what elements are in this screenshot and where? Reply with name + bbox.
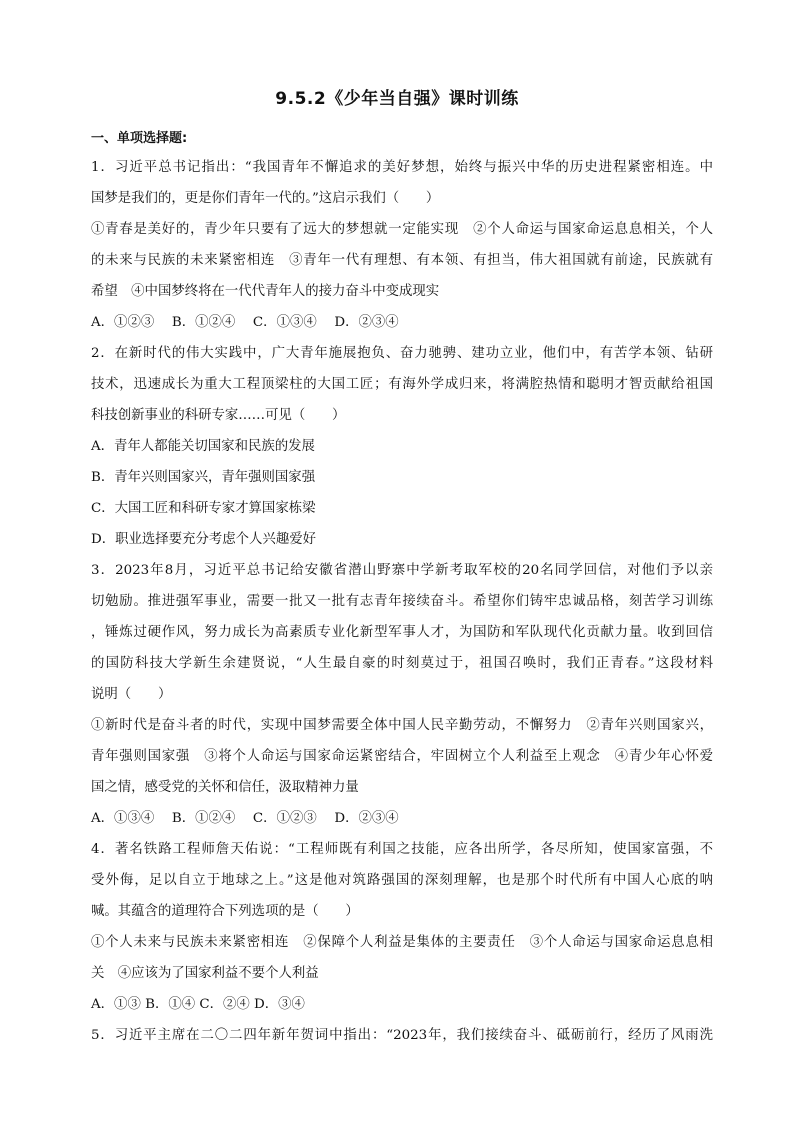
text-line: 国梦是我们的，更是你们青年一代的。”这启示我们（ ） — [91, 191, 440, 206]
answer-option: C．大国工匠和科研专家才算国家栋梁 — [91, 501, 316, 516]
text-line: 的国防科技大学新生余建贤说，“人生最自豪的时刻莫过于，祖国召唤时，我们正青春。”这段材料 — [91, 656, 713, 671]
answer-option: A．青年人都能关切国家和民族的发展 — [91, 439, 315, 454]
text-line: 青年强则国家强 ③将个人命运与国家命运紧密结合，牢固树立个人利益至上观念 ④青少年心怀爱 — [91, 749, 713, 764]
text-line: 4．著名铁路工程师詹天佑说：“工程师既有利国之技能，应各出所学，各尽所知，使国家富强，不 — [91, 842, 713, 857]
text-line: 的未来与民族的未来紧密相连 ③青年一代有理想、有本领、有担当，伟大祖国就有前途，民族就有 — [91, 253, 713, 268]
text-line: 切勉励。推进强军事业，需要一批又一批有志青年接续奋斗。希望你们铸牢忠诚品格，刻苦学习训练 — [91, 594, 713, 609]
text-line: 受外侮，足以自立于地球之上。”这是他对筑路强国的深刻理解，也是那个时代所有中国人心底的呐 — [91, 873, 713, 888]
text-line: ①青春是美好的，青少年只要有了远大的梦想就一定能实现 ②个人命运与国家命运息息相关，个人 — [91, 222, 713, 237]
text-line: ，锤炼过硬作风，努力成长为高素质专业化新型军事人才，为国防和军队现代化贡献力量。收到回信 — [91, 625, 713, 640]
document-body — [91, 152, 713, 1051]
text-line: 5．习近平主席在二〇二四年新年贺词中指出：“2023年，我们接续奋斗、砥砺前行，经历了风雨洗 — [91, 1028, 713, 1043]
text-line: 科技创新事业的科研专家……可见（ ） — [91, 408, 346, 423]
text-line: 技术，迅速成长为重大工程顶梁柱的大国工匠；有海外学成归来，将满腔热情和聪明才智贡献给祖国 — [91, 377, 713, 392]
text-line: 3．2023年8月，习近平总书记给安徽省潜山野寨中学新考取军校的20名同学回信，对他们予以亲 — [91, 563, 713, 578]
text-line: 喊。其蕴含的道理符合下列选项的是（ ） — [91, 904, 359, 919]
answer-option: D．职业选择要充分考虑个人兴趣爱好 — [91, 532, 316, 547]
document-title: 9.5.2《少年当自强》课时训练 — [275, 89, 519, 109]
answer-options: A．①③ B．①④ C．②④ D．③④ — [91, 997, 305, 1012]
answer-options: A．①③④ B．①②④ C．①②③ D．②③④ — [91, 811, 399, 826]
text-line: 希望 ④中国梦终将在一代代青年人的接力奋斗中变成现实 — [91, 284, 440, 299]
text-line: ①新时代是奋斗者的时代，实现中国梦需要全体中国人民辛勤劳动，不懈努力 ②青年兴则国家兴， — [91, 718, 713, 733]
text-line: 1．习近平总书记指出：“我国青年不懈追求的美好梦想，始终与振兴中华的历史进程紧密相连。中 — [91, 160, 713, 175]
section-heading: 一、单项选择题: — [91, 131, 188, 146]
text-line: ①个人未来与民族未来紧密相连 ②保障个人利益是集体的主要责任 ③个人命运与国家命运息息相 — [91, 935, 713, 950]
text-line: 关 ④应该为了国家利益不要个人利益 — [91, 966, 319, 981]
answer-option: B．青年兴则国家兴，青年强则国家强 — [91, 470, 316, 485]
text-line: 国之情，感受党的关怀和信任，汲取精神力量 — [91, 780, 359, 795]
text-line: 说明（ ） — [91, 687, 172, 702]
text-line: 2．在新时代的伟大实践中，广大青年施展抱负、奋力驰骋、建功立业，他们中，有苦学本领、钻研 — [91, 346, 713, 361]
answer-options: A．①②③ B．①②④ C．①③④ D．②③④ — [91, 315, 399, 330]
